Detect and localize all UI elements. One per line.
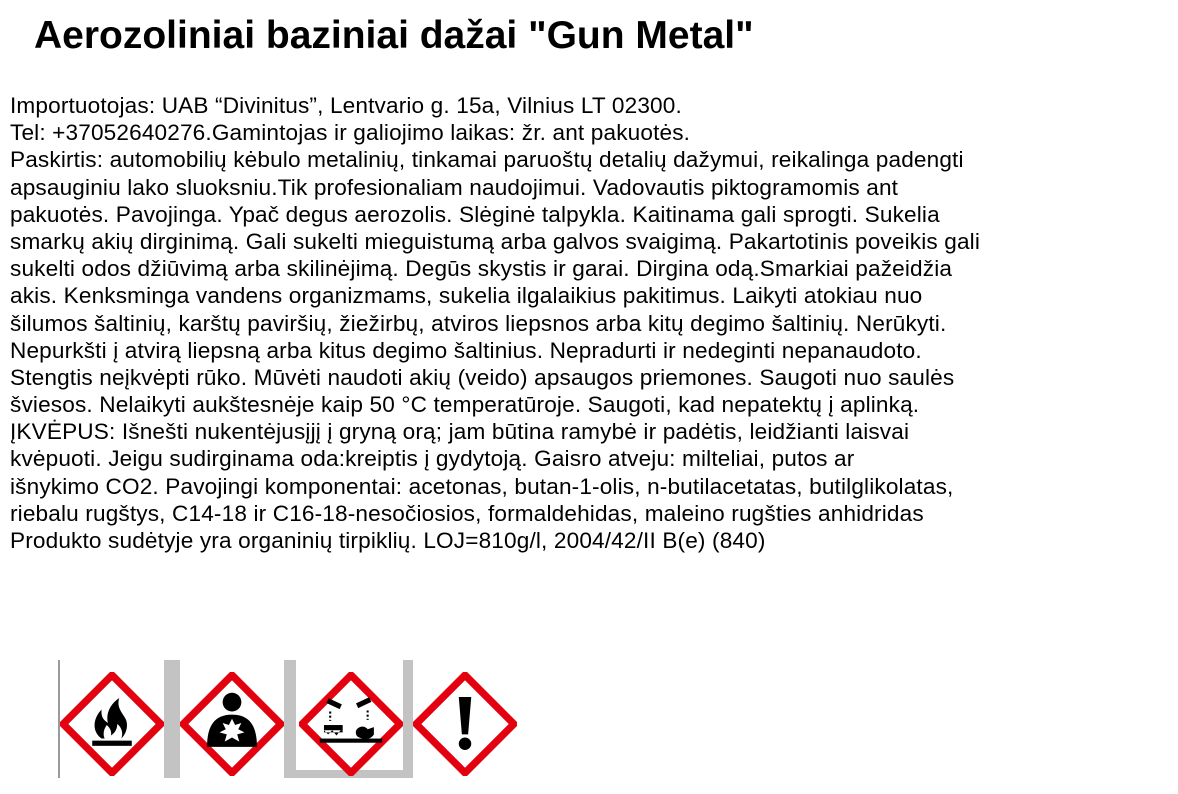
text-line: ĮKVĖPUS: Išnešti nukentėjusįjį į gryną orą; jam būtina ramybė ir padėtis, leidžianti laisvai (10, 419, 910, 445)
text-line: Stengtis neįkvėpti rūko. Mūvėti naudoti akių (veido) apsaugos priemones. Saugoti nuo saulės (10, 364, 955, 390)
text-line: Paskirtis: automobilių kėbulo metalinių, tinkamai paruoštų detalių dažymui, reikalinga padengti (10, 147, 964, 173)
exclamation-hazard-icon (413, 672, 517, 776)
page-title: Aerozoliniai baziniai dažai "Gun Metal" (34, 14, 754, 57)
text-line: Tel: +37052640276.Gamintojas ir galiojimo laikas: žr. ant pakuotės. (10, 120, 691, 146)
ghs-flame-pictogram (60, 672, 164, 776)
text-line: išnykimo CO2. Pavojingi komponentai: acetonas, butan-1-olis, n-butilacetatas, butilglikolatas, (10, 473, 954, 499)
text-line: sukelti odos džiūvimą arba skilinėjimą. Degūs skystis ir garai. Dirgina odą.Smarkiai pažeidžia (10, 256, 953, 282)
text-line: pakuotės. Pavojinga. Ypač degus aerozolis. Slėginė talpykla. Kaitinama gali sprogti. Sukelia (10, 201, 940, 227)
text-line: apsauginiu lako sluoksniu.Tik profesionaliam naudojimui. Vadovautis piktogramomis ant (10, 174, 899, 200)
divider (164, 660, 180, 778)
text-line: šilumos šaltinių, karštų paviršių, žiežirbų, atviros liepsnos arba kitų degimo šaltinių. Nerūkyti. (10, 310, 947, 336)
text-line: akis. Kenksminga vandens organizmams, sukelia ilgalaikius pakitimus. Laikyti atokiau nuo (10, 283, 923, 309)
divider (284, 660, 296, 778)
text-line: Importuotojas: UAB “Divinitus”, Lentvario g. 15a, Vilnius LT 02300. (10, 93, 682, 118)
text-line: kvėpuoti. Jeigu sudirginama oda:kreiptis į gydytoją. Gaisro atveju: milteliai, putos ar (10, 446, 855, 472)
ghs-pictogram-row (58, 660, 528, 778)
ghs-health-hazard-pictogram (180, 672, 284, 776)
label-text-block (10, 92, 1172, 554)
flame-hazard-icon (60, 672, 164, 776)
text-line: Nepurkšti į atvirą liepsną arba kitus degimo šaltinius. Nepradurti ir nedeginti nepanaudoto. (10, 337, 922, 363)
ghs-exclamation-pictogram (413, 672, 517, 776)
text-line: šviesos. Nelaikyti aukštesnėje kaip 50 °C temperatūroje. Saugoti, kad nepatektų į aplinką. (10, 392, 920, 418)
text-line: Produkto sudėtyje yra organinių tirpiklių. LOJ=810g/l, 2004/42/II B(e) (840) (10, 528, 766, 553)
corrosion-hazard-icon (299, 672, 403, 776)
divider (403, 660, 413, 778)
ghs-corrosion-pictogram (299, 672, 403, 776)
health-hazard-icon (180, 672, 284, 776)
text-line: smarkų akių dirginimą. Gali sukelti mieguistumą arba galvos svaigimą. Pakartotinis poveikis gali (10, 228, 981, 254)
text-line: riebalu rugštys, C14-18 ir C16-18-nesočiosios, formaldehidas, maleino rugšties anhidridas (10, 500, 924, 526)
